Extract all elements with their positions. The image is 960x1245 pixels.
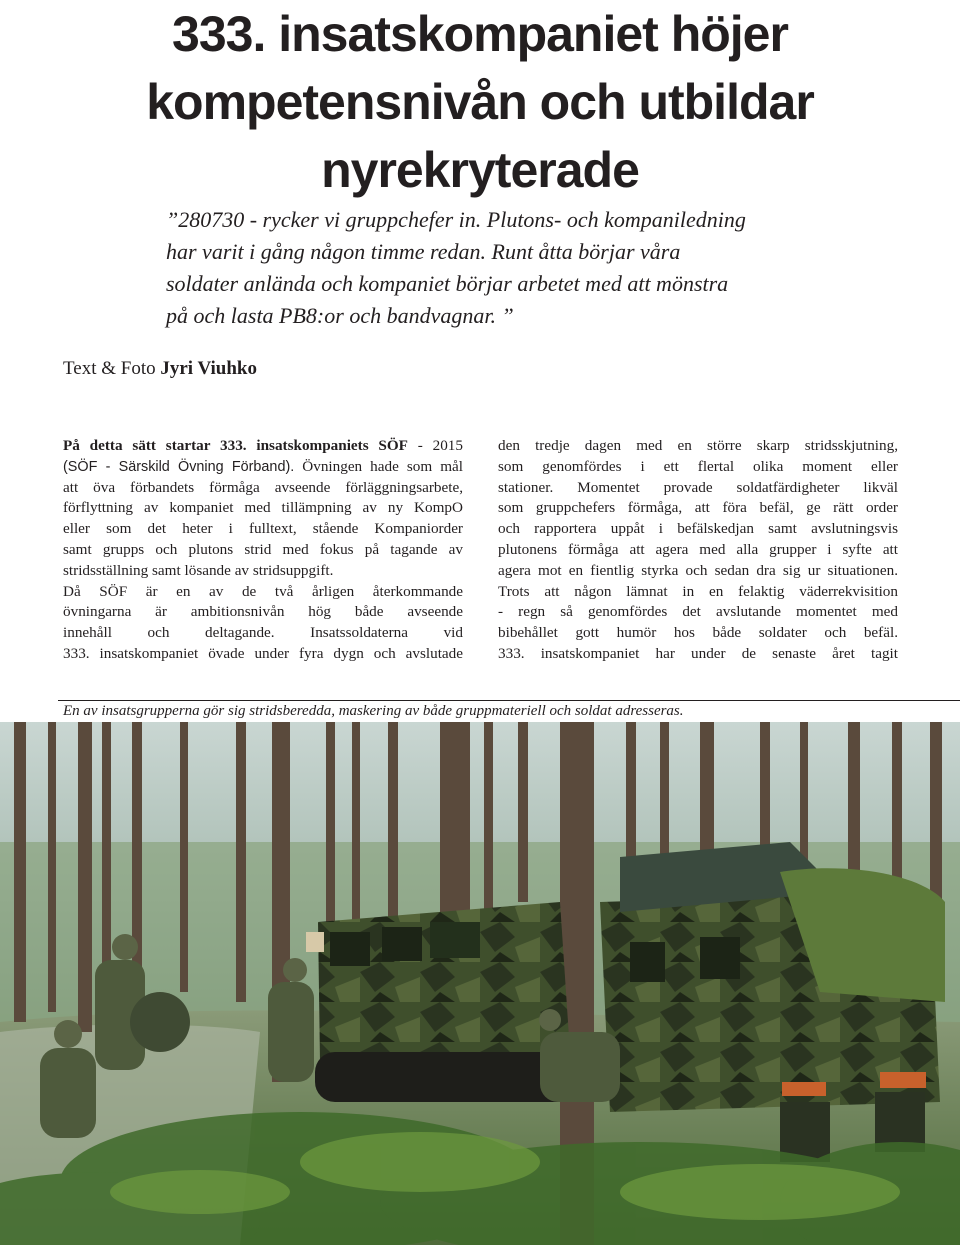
body-line: stridsställning samt lösande av stridsuppgift. <box>63 561 334 579</box>
intro-rest: - 2015 <box>407 437 463 454</box>
body-line: samt grupps och plutons strid med fokus på tagande av <box>63 540 463 558</box>
body-line <box>63 457 463 478</box>
byline <box>63 358 257 380</box>
body-line: plutonens förmåga att agera med alla grupper i syfte att <box>498 540 898 558</box>
body-line: stationer. Momentet provade soldatfärdigheter likväl <box>498 478 898 496</box>
body-line: övningarna är ambitionsnivån hög både avseende <box>63 603 463 621</box>
body-line: Trots att någon lämnat in en felaktig väderrekvisition <box>498 582 898 600</box>
lead-quote <box>166 204 806 332</box>
forest-scene-image <box>0 722 960 1245</box>
title-line: kompetensnivån och utbildar <box>146 74 814 130</box>
body-line <box>63 436 463 457</box>
lead-line: ”280730 - rycker vi gruppchefer in. Plutons- och kompaniledning <box>166 207 746 232</box>
body-line: agera mot en fientlig styrka och sedan dra sig ur situationen. <box>498 561 898 579</box>
body-line: - regn så genomfördes det avslutande momentet med <box>498 603 898 621</box>
lead-line: soldater anlända och kompaniet börjar arbetet med att mönstra <box>166 271 729 296</box>
body-line: att öva förbandets förmåga avseende förläggningsarbete, <box>63 478 463 496</box>
byline-author: Jyri Viuhko <box>160 358 257 379</box>
intro-rest: Övningen hade som mål <box>294 457 463 475</box>
body-column-left <box>63 436 463 665</box>
intro-abbrev: (SÖF - Särskild Övning Förband). <box>63 458 295 475</box>
body-line: den tredje dagen med en större skarp stridsskjutning, <box>498 437 898 454</box>
intro-bold: På detta sätt startar 333. insatskompaniets SÖF <box>63 437 408 454</box>
article-title <box>40 0 920 204</box>
body-line: 333. insatskompaniet övade under fyra dygn och avslutade <box>63 644 463 662</box>
body-line: Då SÖF är en av de två årligen återkommande <box>63 582 463 600</box>
caption-rule <box>58 700 960 701</box>
body-column-right <box>498 436 898 665</box>
body-line: förflyttning av kompaniet med tillämpning av ny KompO <box>63 499 463 517</box>
body-line: innehåll och deltagande. Insatssoldaterna vid <box>63 624 463 642</box>
body-line: eller som det heter i fulltext, stående Kompaniorder <box>63 520 463 538</box>
body-line: som gruppchefers förmåga, att föra befäl, ge rätt order <box>498 499 898 517</box>
body-line: 333. insatskompaniet har under de senaste året tagit <box>498 644 898 662</box>
lead-line: har varit i gång någon timme redan. Runt åtta börjar våra <box>166 239 681 264</box>
title-line: 333. insatskompaniet höjer <box>172 6 788 62</box>
byline-prefix: Text & Foto <box>63 358 156 379</box>
body-line: som genomfördes i ett flertal olika moment eller <box>498 457 898 475</box>
body-line: och rapportera uppåt i befälskedjan samt avslutningsvis <box>498 520 898 538</box>
title-line: nyrekryterade <box>321 142 639 198</box>
photo-caption: En av insatsgrupperna gör sig stridsberedda, maskering av både gruppmateriell och soldat adresseras. <box>63 703 684 719</box>
lead-line: på och lasta PB8:or och bandvagnar. ” <box>166 303 514 328</box>
body-line: bibehållet gott humör hos både soldater och befäl. <box>498 624 898 642</box>
article-photo <box>0 722 960 1245</box>
